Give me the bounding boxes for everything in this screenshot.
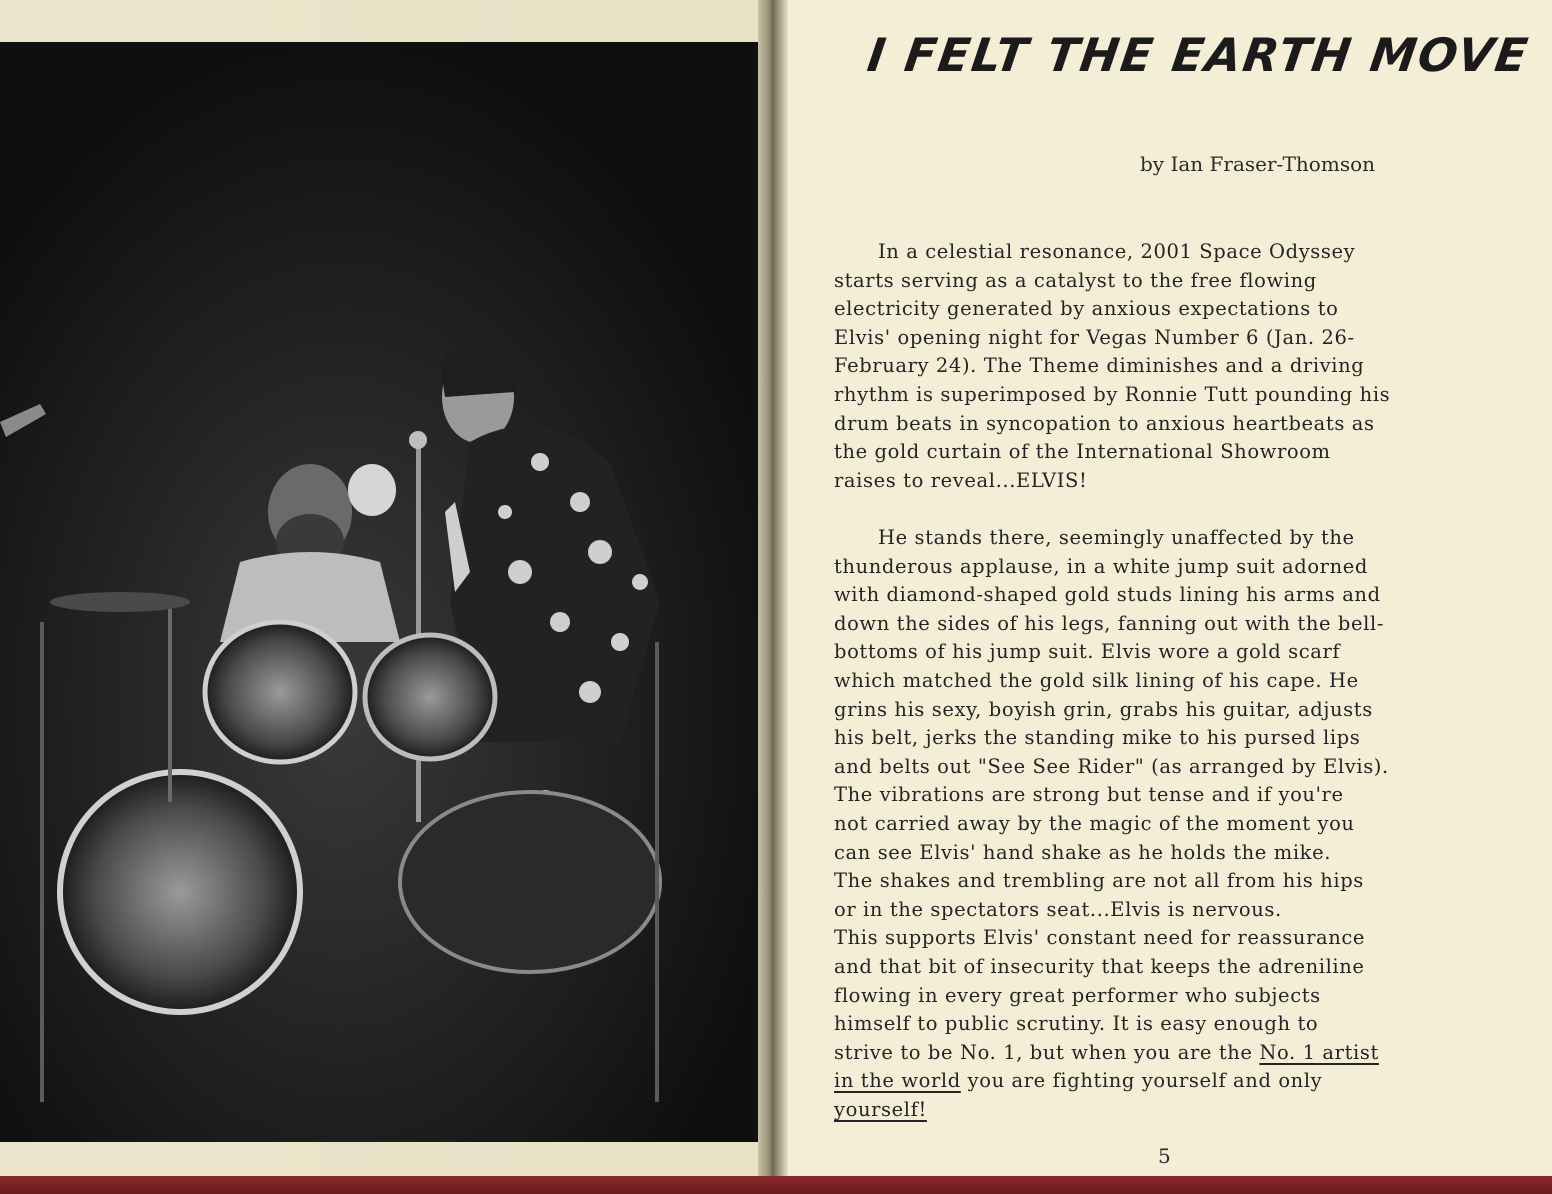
underlined-text: in the world xyxy=(834,1069,961,1093)
left-page xyxy=(0,0,770,1194)
text-line: bottoms of his jump suit. Elvis wore a gold scarf xyxy=(834,640,1341,664)
text-line: flowing in every great performer who subjects xyxy=(834,983,1321,1007)
text-line: the gold curtain of the International Showroom xyxy=(834,440,1331,464)
text-line: electricity generated by anxious expectations to xyxy=(834,297,1339,321)
text-line: In a celestial resonance, 2001 Space Odyssey xyxy=(878,240,1356,263)
page-number: 5 xyxy=(1158,1144,1171,1168)
text-line xyxy=(834,1096,1524,1125)
text-line: drum beats in syncopation to anxious heartbeats as xyxy=(834,411,1375,435)
text-line: This supports Elvis' constant need for reassurance xyxy=(834,926,1366,950)
text-line: which matched the gold silk lining of his cape. He xyxy=(834,668,1359,692)
text-segment: strive to be No. 1, but when you are the xyxy=(834,1040,1260,1064)
text-line: The shakes and trembling are not all from his hips xyxy=(834,869,1364,893)
text-line: rhythm is superimposed by Ronnie Tutt pounding his xyxy=(834,382,1391,406)
right-page xyxy=(788,0,1552,1176)
text-line: with diamond-shaped gold studs lining his arms and xyxy=(834,583,1381,607)
text-line xyxy=(834,1039,1524,1068)
text-line: thunderous applause, in a white jump suit adorned xyxy=(834,554,1368,578)
text-line: Elvis' opening night for Vegas Number 6 (Jan. 26- xyxy=(834,325,1355,349)
concert-photo-illustration xyxy=(0,42,758,1142)
text-segment: you are fighting yourself and only xyxy=(960,1069,1323,1093)
text-line: February 24). The Theme diminishes and a driving xyxy=(834,354,1365,378)
text-line: and that bit of insecurity that keeps the adreniline xyxy=(834,954,1365,978)
paragraph-2 xyxy=(834,524,1524,1124)
text-line: can see Elvis' hand shake as he holds the mike. xyxy=(834,840,1332,864)
book-cover-edge xyxy=(0,1176,1552,1194)
text-line: He stands there, seemingly unaffected by the xyxy=(878,526,1355,549)
underlined-text: yourself! xyxy=(834,1097,927,1121)
text-line: not carried away by the magic of the moment you xyxy=(834,811,1355,835)
text-line: and belts out "See See Rider" (as arranged by Elvis). xyxy=(834,754,1389,778)
text-line: down the sides of his legs, fanning out with the bell- xyxy=(834,611,1385,635)
text-line: raises to reveal...ELVIS! xyxy=(834,468,1088,492)
text-line: his belt, jerks the standing mike to his pursed lips xyxy=(834,726,1361,750)
text-line: himself to public scrutiny. It is easy enough to xyxy=(834,1012,1319,1036)
underlined-text: No. 1 artist xyxy=(1259,1040,1379,1064)
article-title: I FELT THE EARTH MOVE xyxy=(864,28,1533,82)
book-gutter xyxy=(758,0,788,1194)
text-line xyxy=(834,1067,1524,1096)
text-line: starts serving as a catalyst to the free flowing xyxy=(834,268,1317,292)
text-line: or in the spectators seat...Elvis is nervous. xyxy=(834,897,1282,921)
paragraph-1 xyxy=(834,238,1524,495)
text-line: The vibrations are strong but tense and if you're xyxy=(834,783,1344,807)
concert-photo xyxy=(0,42,758,1142)
text-line: grins his sexy, boyish grin, grabs his guitar, adjusts xyxy=(834,697,1373,721)
article-byline: by Ian Fraser-Thomson xyxy=(1140,152,1375,176)
